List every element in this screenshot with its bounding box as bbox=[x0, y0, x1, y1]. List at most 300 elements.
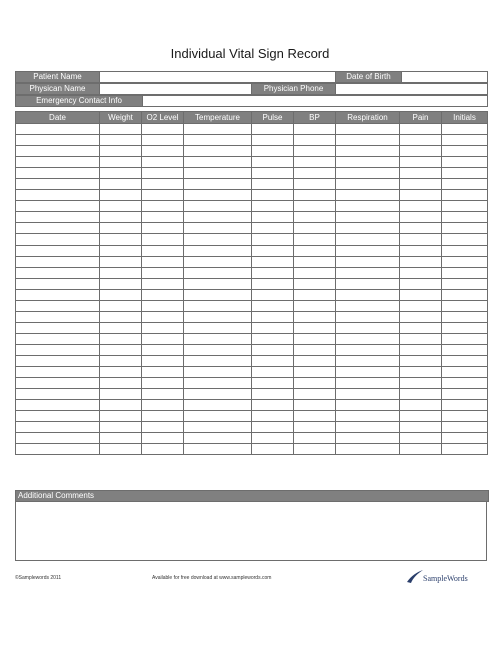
table-cell[interactable] bbox=[142, 400, 184, 411]
table-cell[interactable] bbox=[100, 234, 142, 245]
table-cell[interactable] bbox=[336, 300, 400, 311]
table-cell[interactable] bbox=[16, 400, 100, 411]
table-cell[interactable] bbox=[442, 333, 488, 344]
table-cell[interactable] bbox=[142, 367, 184, 378]
table-cell[interactable] bbox=[16, 124, 100, 135]
table-cell[interactable] bbox=[400, 367, 442, 378]
table-cell[interactable] bbox=[142, 289, 184, 300]
table-cell[interactable] bbox=[100, 344, 142, 355]
table-cell[interactable] bbox=[294, 422, 336, 433]
table-cell[interactable] bbox=[184, 135, 252, 146]
table-cell[interactable] bbox=[16, 367, 100, 378]
table-cell[interactable] bbox=[142, 135, 184, 146]
table-row bbox=[16, 378, 488, 389]
table-cell[interactable] bbox=[100, 256, 142, 267]
table-cell[interactable] bbox=[400, 212, 442, 223]
table-cell[interactable] bbox=[16, 278, 100, 289]
table-cell[interactable] bbox=[100, 135, 142, 146]
table-cell[interactable] bbox=[100, 311, 142, 322]
table-cell[interactable] bbox=[294, 378, 336, 389]
table-cell[interactable] bbox=[100, 223, 142, 234]
table-cell[interactable] bbox=[184, 311, 252, 322]
table-cell[interactable] bbox=[442, 146, 488, 157]
table-cell[interactable] bbox=[252, 433, 294, 444]
table-cell[interactable] bbox=[16, 355, 100, 366]
table-cell[interactable] bbox=[184, 344, 252, 355]
table-cell[interactable] bbox=[142, 157, 184, 168]
table-cell[interactable] bbox=[142, 322, 184, 333]
table-cell[interactable] bbox=[400, 411, 442, 422]
table-cell[interactable] bbox=[142, 256, 184, 267]
table-cell[interactable] bbox=[400, 146, 442, 157]
table-cell[interactable] bbox=[100, 400, 142, 411]
table-cell[interactable] bbox=[16, 168, 100, 179]
table-cell[interactable] bbox=[16, 157, 100, 168]
table-cell[interactable] bbox=[16, 245, 100, 256]
table-cell[interactable] bbox=[336, 433, 400, 444]
table-cell[interactable] bbox=[252, 267, 294, 278]
table-cell[interactable] bbox=[184, 245, 252, 256]
table-cell[interactable] bbox=[336, 344, 400, 355]
table-cell[interactable] bbox=[400, 245, 442, 256]
table-cell[interactable] bbox=[400, 256, 442, 267]
table-cell[interactable] bbox=[142, 124, 184, 135]
table-cell[interactable] bbox=[294, 157, 336, 168]
table-cell[interactable] bbox=[252, 135, 294, 146]
table-cell[interactable] bbox=[16, 444, 100, 455]
table-cell[interactable] bbox=[400, 278, 442, 289]
table-cell[interactable] bbox=[142, 234, 184, 245]
table-cell[interactable] bbox=[16, 389, 100, 400]
table-cell[interactable] bbox=[442, 311, 488, 322]
table-cell[interactable] bbox=[400, 422, 442, 433]
table-cell[interactable] bbox=[184, 234, 252, 245]
table-cell[interactable] bbox=[400, 201, 442, 212]
table-cell[interactable] bbox=[400, 311, 442, 322]
table-cell[interactable] bbox=[294, 311, 336, 322]
table-cell[interactable] bbox=[442, 190, 488, 201]
table-cell[interactable] bbox=[442, 157, 488, 168]
table-cell[interactable] bbox=[184, 355, 252, 366]
table-cell[interactable] bbox=[142, 389, 184, 400]
table-cell[interactable] bbox=[252, 400, 294, 411]
table-cell[interactable] bbox=[252, 212, 294, 223]
table-cell[interactable] bbox=[184, 212, 252, 223]
table-cell[interactable] bbox=[400, 389, 442, 400]
emergency-row bbox=[15, 95, 488, 107]
table-cell[interactable] bbox=[400, 355, 442, 366]
table-cell[interactable] bbox=[400, 444, 442, 455]
table-cell[interactable] bbox=[442, 124, 488, 135]
table-cell[interactable] bbox=[294, 367, 336, 378]
table-cell[interactable] bbox=[442, 433, 488, 444]
physician-phone-field[interactable] bbox=[336, 84, 488, 95]
table-row bbox=[16, 146, 488, 157]
table-cell[interactable] bbox=[442, 378, 488, 389]
table-cell[interactable] bbox=[16, 179, 100, 190]
table-cell[interactable] bbox=[184, 322, 252, 333]
table-cell[interactable] bbox=[336, 400, 400, 411]
table-cell[interactable] bbox=[442, 168, 488, 179]
table-cell[interactable] bbox=[294, 256, 336, 267]
table-cell[interactable] bbox=[400, 333, 442, 344]
table-cell[interactable] bbox=[336, 146, 400, 157]
patient-name-field[interactable] bbox=[100, 72, 336, 83]
table-cell[interactable] bbox=[16, 190, 100, 201]
patient-name-label: Patient Name bbox=[16, 72, 100, 83]
table-cell[interactable] bbox=[336, 411, 400, 422]
table-cell[interactable] bbox=[400, 135, 442, 146]
table-cell[interactable] bbox=[400, 124, 442, 135]
table-row bbox=[16, 444, 488, 455]
table-cell[interactable] bbox=[184, 146, 252, 157]
table-cell[interactable] bbox=[184, 400, 252, 411]
table-cell[interactable] bbox=[294, 322, 336, 333]
table-cell[interactable] bbox=[442, 344, 488, 355]
table-cell[interactable] bbox=[16, 267, 100, 278]
table-cell[interactable] bbox=[142, 444, 184, 455]
table-cell[interactable] bbox=[336, 322, 400, 333]
table-cell[interactable] bbox=[294, 411, 336, 422]
table-cell[interactable] bbox=[16, 256, 100, 267]
emergency-contact-field[interactable] bbox=[143, 96, 488, 107]
additional-comments-field[interactable] bbox=[15, 501, 487, 561]
table-cell[interactable] bbox=[100, 278, 142, 289]
table-cell[interactable] bbox=[184, 223, 252, 234]
table-cell[interactable] bbox=[16, 146, 100, 157]
table-cell[interactable] bbox=[442, 422, 488, 433]
table-cell[interactable] bbox=[336, 245, 400, 256]
table-cell[interactable] bbox=[100, 267, 142, 278]
table-cell[interactable] bbox=[336, 256, 400, 267]
table-row bbox=[16, 300, 488, 311]
patient-row bbox=[15, 71, 488, 83]
table-row bbox=[16, 333, 488, 344]
table-cell[interactable] bbox=[184, 124, 252, 135]
table-cell[interactable] bbox=[252, 190, 294, 201]
table-cell[interactable] bbox=[142, 300, 184, 311]
table-cell[interactable] bbox=[142, 179, 184, 190]
table-cell[interactable] bbox=[142, 355, 184, 366]
table-cell[interactable] bbox=[184, 411, 252, 422]
table-cell[interactable] bbox=[252, 300, 294, 311]
table-cell[interactable] bbox=[184, 168, 252, 179]
table-cell[interactable] bbox=[400, 223, 442, 234]
table-cell[interactable] bbox=[294, 124, 336, 135]
table-cell[interactable] bbox=[252, 322, 294, 333]
table-cell[interactable] bbox=[336, 311, 400, 322]
table-cell[interactable] bbox=[400, 322, 442, 333]
table-cell[interactable] bbox=[442, 245, 488, 256]
table-cell[interactable] bbox=[336, 389, 400, 400]
table-cell[interactable] bbox=[252, 444, 294, 455]
table-cell[interactable] bbox=[252, 278, 294, 289]
table-cell[interactable] bbox=[294, 212, 336, 223]
table-cell[interactable] bbox=[184, 422, 252, 433]
table-cell[interactable] bbox=[442, 444, 488, 455]
table-cell[interactable] bbox=[252, 146, 294, 157]
table-cell[interactable] bbox=[184, 278, 252, 289]
table-cell[interactable] bbox=[142, 201, 184, 212]
page-title: Individual Vital Sign Record bbox=[170, 46, 330, 61]
table-cell[interactable] bbox=[336, 278, 400, 289]
table-cell[interactable] bbox=[100, 433, 142, 444]
table-cell[interactable] bbox=[442, 223, 488, 234]
table-cell[interactable] bbox=[184, 444, 252, 455]
table-cell[interactable] bbox=[16, 300, 100, 311]
table-cell[interactable] bbox=[294, 355, 336, 366]
table-cell[interactable] bbox=[442, 289, 488, 300]
table-cell[interactable] bbox=[142, 146, 184, 157]
table-cell[interactable] bbox=[252, 389, 294, 400]
table-cell[interactable] bbox=[336, 201, 400, 212]
table-cell[interactable] bbox=[184, 389, 252, 400]
table-cell[interactable] bbox=[252, 311, 294, 322]
table-cell[interactable] bbox=[336, 289, 400, 300]
table-cell[interactable] bbox=[100, 378, 142, 389]
table-cell[interactable] bbox=[16, 201, 100, 212]
table-cell[interactable] bbox=[252, 378, 294, 389]
table-cell[interactable] bbox=[294, 278, 336, 289]
table-cell[interactable] bbox=[142, 422, 184, 433]
table-cell[interactable] bbox=[252, 411, 294, 422]
table-cell[interactable] bbox=[184, 256, 252, 267]
table-cell[interactable] bbox=[252, 234, 294, 245]
table-cell[interactable] bbox=[100, 146, 142, 157]
table-cell[interactable] bbox=[184, 433, 252, 444]
table-cell[interactable] bbox=[142, 333, 184, 344]
table-cell[interactable] bbox=[442, 322, 488, 333]
col-pulse: Pulse bbox=[252, 112, 294, 124]
table-cell[interactable] bbox=[142, 344, 184, 355]
table-cell[interactable] bbox=[142, 223, 184, 234]
table-cell[interactable] bbox=[142, 311, 184, 322]
table-cell[interactable] bbox=[252, 422, 294, 433]
table-cell[interactable] bbox=[442, 411, 488, 422]
table-cell[interactable] bbox=[184, 378, 252, 389]
table-cell[interactable] bbox=[294, 389, 336, 400]
table-row bbox=[16, 245, 488, 256]
table-cell[interactable] bbox=[400, 179, 442, 190]
table-cell[interactable] bbox=[142, 278, 184, 289]
table-cell[interactable] bbox=[336, 422, 400, 433]
table-cell[interactable] bbox=[442, 212, 488, 223]
table-cell[interactable] bbox=[16, 311, 100, 322]
table-cell[interactable] bbox=[16, 411, 100, 422]
table-cell[interactable] bbox=[400, 289, 442, 300]
table-cell[interactable] bbox=[16, 344, 100, 355]
table-cell[interactable] bbox=[294, 245, 336, 256]
table-row bbox=[16, 179, 488, 190]
table-cell[interactable] bbox=[400, 190, 442, 201]
table-cell[interactable] bbox=[16, 223, 100, 234]
table-cell[interactable] bbox=[442, 135, 488, 146]
table-cell[interactable] bbox=[336, 124, 400, 135]
table-cell[interactable] bbox=[184, 157, 252, 168]
table-cell[interactable] bbox=[294, 168, 336, 179]
table-cell[interactable] bbox=[442, 256, 488, 267]
table-cell[interactable] bbox=[252, 333, 294, 344]
table-cell[interactable] bbox=[100, 367, 142, 378]
table-cell[interactable] bbox=[252, 344, 294, 355]
table-cell[interactable] bbox=[336, 190, 400, 201]
table-cell[interactable] bbox=[100, 411, 142, 422]
table-cell[interactable] bbox=[336, 179, 400, 190]
table-cell[interactable] bbox=[100, 179, 142, 190]
table-cell[interactable] bbox=[100, 333, 142, 344]
table-cell[interactable] bbox=[400, 300, 442, 311]
table-cell[interactable] bbox=[252, 168, 294, 179]
table-cell[interactable] bbox=[442, 367, 488, 378]
table-cell[interactable] bbox=[442, 300, 488, 311]
table-cell[interactable] bbox=[442, 201, 488, 212]
table-cell[interactable] bbox=[184, 267, 252, 278]
table-cell[interactable] bbox=[100, 212, 142, 223]
table-cell[interactable] bbox=[16, 333, 100, 344]
table-cell[interactable] bbox=[294, 444, 336, 455]
table-cell[interactable] bbox=[336, 157, 400, 168]
table-row bbox=[16, 433, 488, 444]
table-cell[interactable] bbox=[252, 179, 294, 190]
table-cell[interactable] bbox=[16, 422, 100, 433]
table-row bbox=[16, 267, 488, 278]
table-cell[interactable] bbox=[336, 444, 400, 455]
table-cell[interactable] bbox=[184, 190, 252, 201]
table-cell[interactable] bbox=[100, 355, 142, 366]
table-cell[interactable] bbox=[294, 135, 336, 146]
table-cell[interactable] bbox=[294, 300, 336, 311]
table-cell[interactable] bbox=[294, 333, 336, 344]
table-cell[interactable] bbox=[184, 367, 252, 378]
table-cell[interactable] bbox=[294, 433, 336, 444]
table-cell[interactable] bbox=[294, 223, 336, 234]
col-weight: Weight bbox=[100, 112, 142, 124]
table-cell[interactable] bbox=[100, 201, 142, 212]
table-cell[interactable] bbox=[252, 256, 294, 267]
table-cell[interactable] bbox=[100, 389, 142, 400]
table-cell[interactable] bbox=[294, 179, 336, 190]
table-cell[interactable] bbox=[142, 433, 184, 444]
table-cell[interactable] bbox=[400, 168, 442, 179]
table-cell[interactable] bbox=[294, 190, 336, 201]
table-cell[interactable] bbox=[252, 289, 294, 300]
table-cell[interactable] bbox=[336, 367, 400, 378]
table-cell[interactable] bbox=[184, 300, 252, 311]
table-cell[interactable] bbox=[442, 278, 488, 289]
table-cell[interactable] bbox=[400, 267, 442, 278]
table-cell[interactable] bbox=[16, 212, 100, 223]
table-cell[interactable] bbox=[100, 289, 142, 300]
table-row bbox=[16, 234, 488, 245]
table-cell[interactable] bbox=[400, 157, 442, 168]
table-cell[interactable] bbox=[400, 344, 442, 355]
table-cell[interactable] bbox=[294, 400, 336, 411]
table-row bbox=[16, 411, 488, 422]
table-row bbox=[16, 135, 488, 146]
table-row bbox=[16, 344, 488, 355]
table-cell[interactable] bbox=[442, 267, 488, 278]
table-cell[interactable] bbox=[142, 411, 184, 422]
table-cell[interactable] bbox=[442, 400, 488, 411]
table-cell[interactable] bbox=[336, 378, 400, 389]
table-cell[interactable] bbox=[252, 367, 294, 378]
table-cell[interactable] bbox=[336, 333, 400, 344]
table-cell[interactable] bbox=[100, 245, 142, 256]
physician-name-field[interactable] bbox=[100, 84, 252, 95]
table-cell[interactable] bbox=[184, 201, 252, 212]
table-cell[interactable] bbox=[252, 245, 294, 256]
table-cell[interactable] bbox=[336, 355, 400, 366]
table-cell[interactable] bbox=[142, 245, 184, 256]
table-cell[interactable] bbox=[184, 333, 252, 344]
table-cell[interactable] bbox=[142, 168, 184, 179]
table-cell[interactable] bbox=[294, 146, 336, 157]
table-cell[interactable] bbox=[184, 289, 252, 300]
table-cell[interactable] bbox=[100, 422, 142, 433]
table-cell[interactable] bbox=[294, 267, 336, 278]
table-cell[interactable] bbox=[400, 378, 442, 389]
table-cell[interactable] bbox=[336, 168, 400, 179]
table-cell[interactable] bbox=[16, 234, 100, 245]
table-cell[interactable] bbox=[142, 190, 184, 201]
table-cell[interactable] bbox=[100, 300, 142, 311]
table-row bbox=[16, 322, 488, 333]
table-cell[interactable] bbox=[336, 212, 400, 223]
table-cell[interactable] bbox=[400, 400, 442, 411]
table-cell[interactable] bbox=[252, 223, 294, 234]
table-cell[interactable] bbox=[16, 378, 100, 389]
table-cell[interactable] bbox=[252, 201, 294, 212]
table-cell[interactable] bbox=[294, 234, 336, 245]
table-cell[interactable] bbox=[16, 135, 100, 146]
table-cell[interactable] bbox=[400, 234, 442, 245]
table-cell[interactable] bbox=[100, 124, 142, 135]
date-of-birth-field[interactable] bbox=[402, 72, 488, 83]
table-cell[interactable] bbox=[16, 433, 100, 444]
table-cell[interactable] bbox=[294, 201, 336, 212]
table-cell[interactable] bbox=[336, 267, 400, 278]
table-cell[interactable] bbox=[252, 355, 294, 366]
table-cell[interactable] bbox=[100, 157, 142, 168]
table-cell[interactable] bbox=[442, 355, 488, 366]
table-cell[interactable] bbox=[142, 212, 184, 223]
swoosh-icon bbox=[405, 566, 425, 586]
table-cell[interactable] bbox=[16, 289, 100, 300]
table-cell[interactable] bbox=[252, 124, 294, 135]
physician-name-label: Physican Name bbox=[16, 84, 100, 95]
table-cell[interactable] bbox=[252, 157, 294, 168]
table-row bbox=[16, 212, 488, 223]
table-cell[interactable] bbox=[442, 179, 488, 190]
table-cell[interactable] bbox=[16, 322, 100, 333]
table-cell[interactable] bbox=[336, 223, 400, 234]
table-cell[interactable] bbox=[100, 168, 142, 179]
table-cell[interactable] bbox=[336, 135, 400, 146]
table-cell[interactable] bbox=[100, 444, 142, 455]
table-cell[interactable] bbox=[142, 378, 184, 389]
table-cell[interactable] bbox=[442, 389, 488, 400]
table-cell[interactable] bbox=[100, 190, 142, 201]
table-cell[interactable] bbox=[294, 344, 336, 355]
table-cell[interactable] bbox=[184, 179, 252, 190]
col-respiration: Respiration bbox=[336, 112, 400, 124]
table-cell[interactable] bbox=[294, 289, 336, 300]
table-cell[interactable] bbox=[400, 433, 442, 444]
table-cell[interactable] bbox=[336, 234, 400, 245]
table-cell[interactable] bbox=[142, 267, 184, 278]
table-cell[interactable] bbox=[442, 234, 488, 245]
table-cell[interactable] bbox=[100, 322, 142, 333]
